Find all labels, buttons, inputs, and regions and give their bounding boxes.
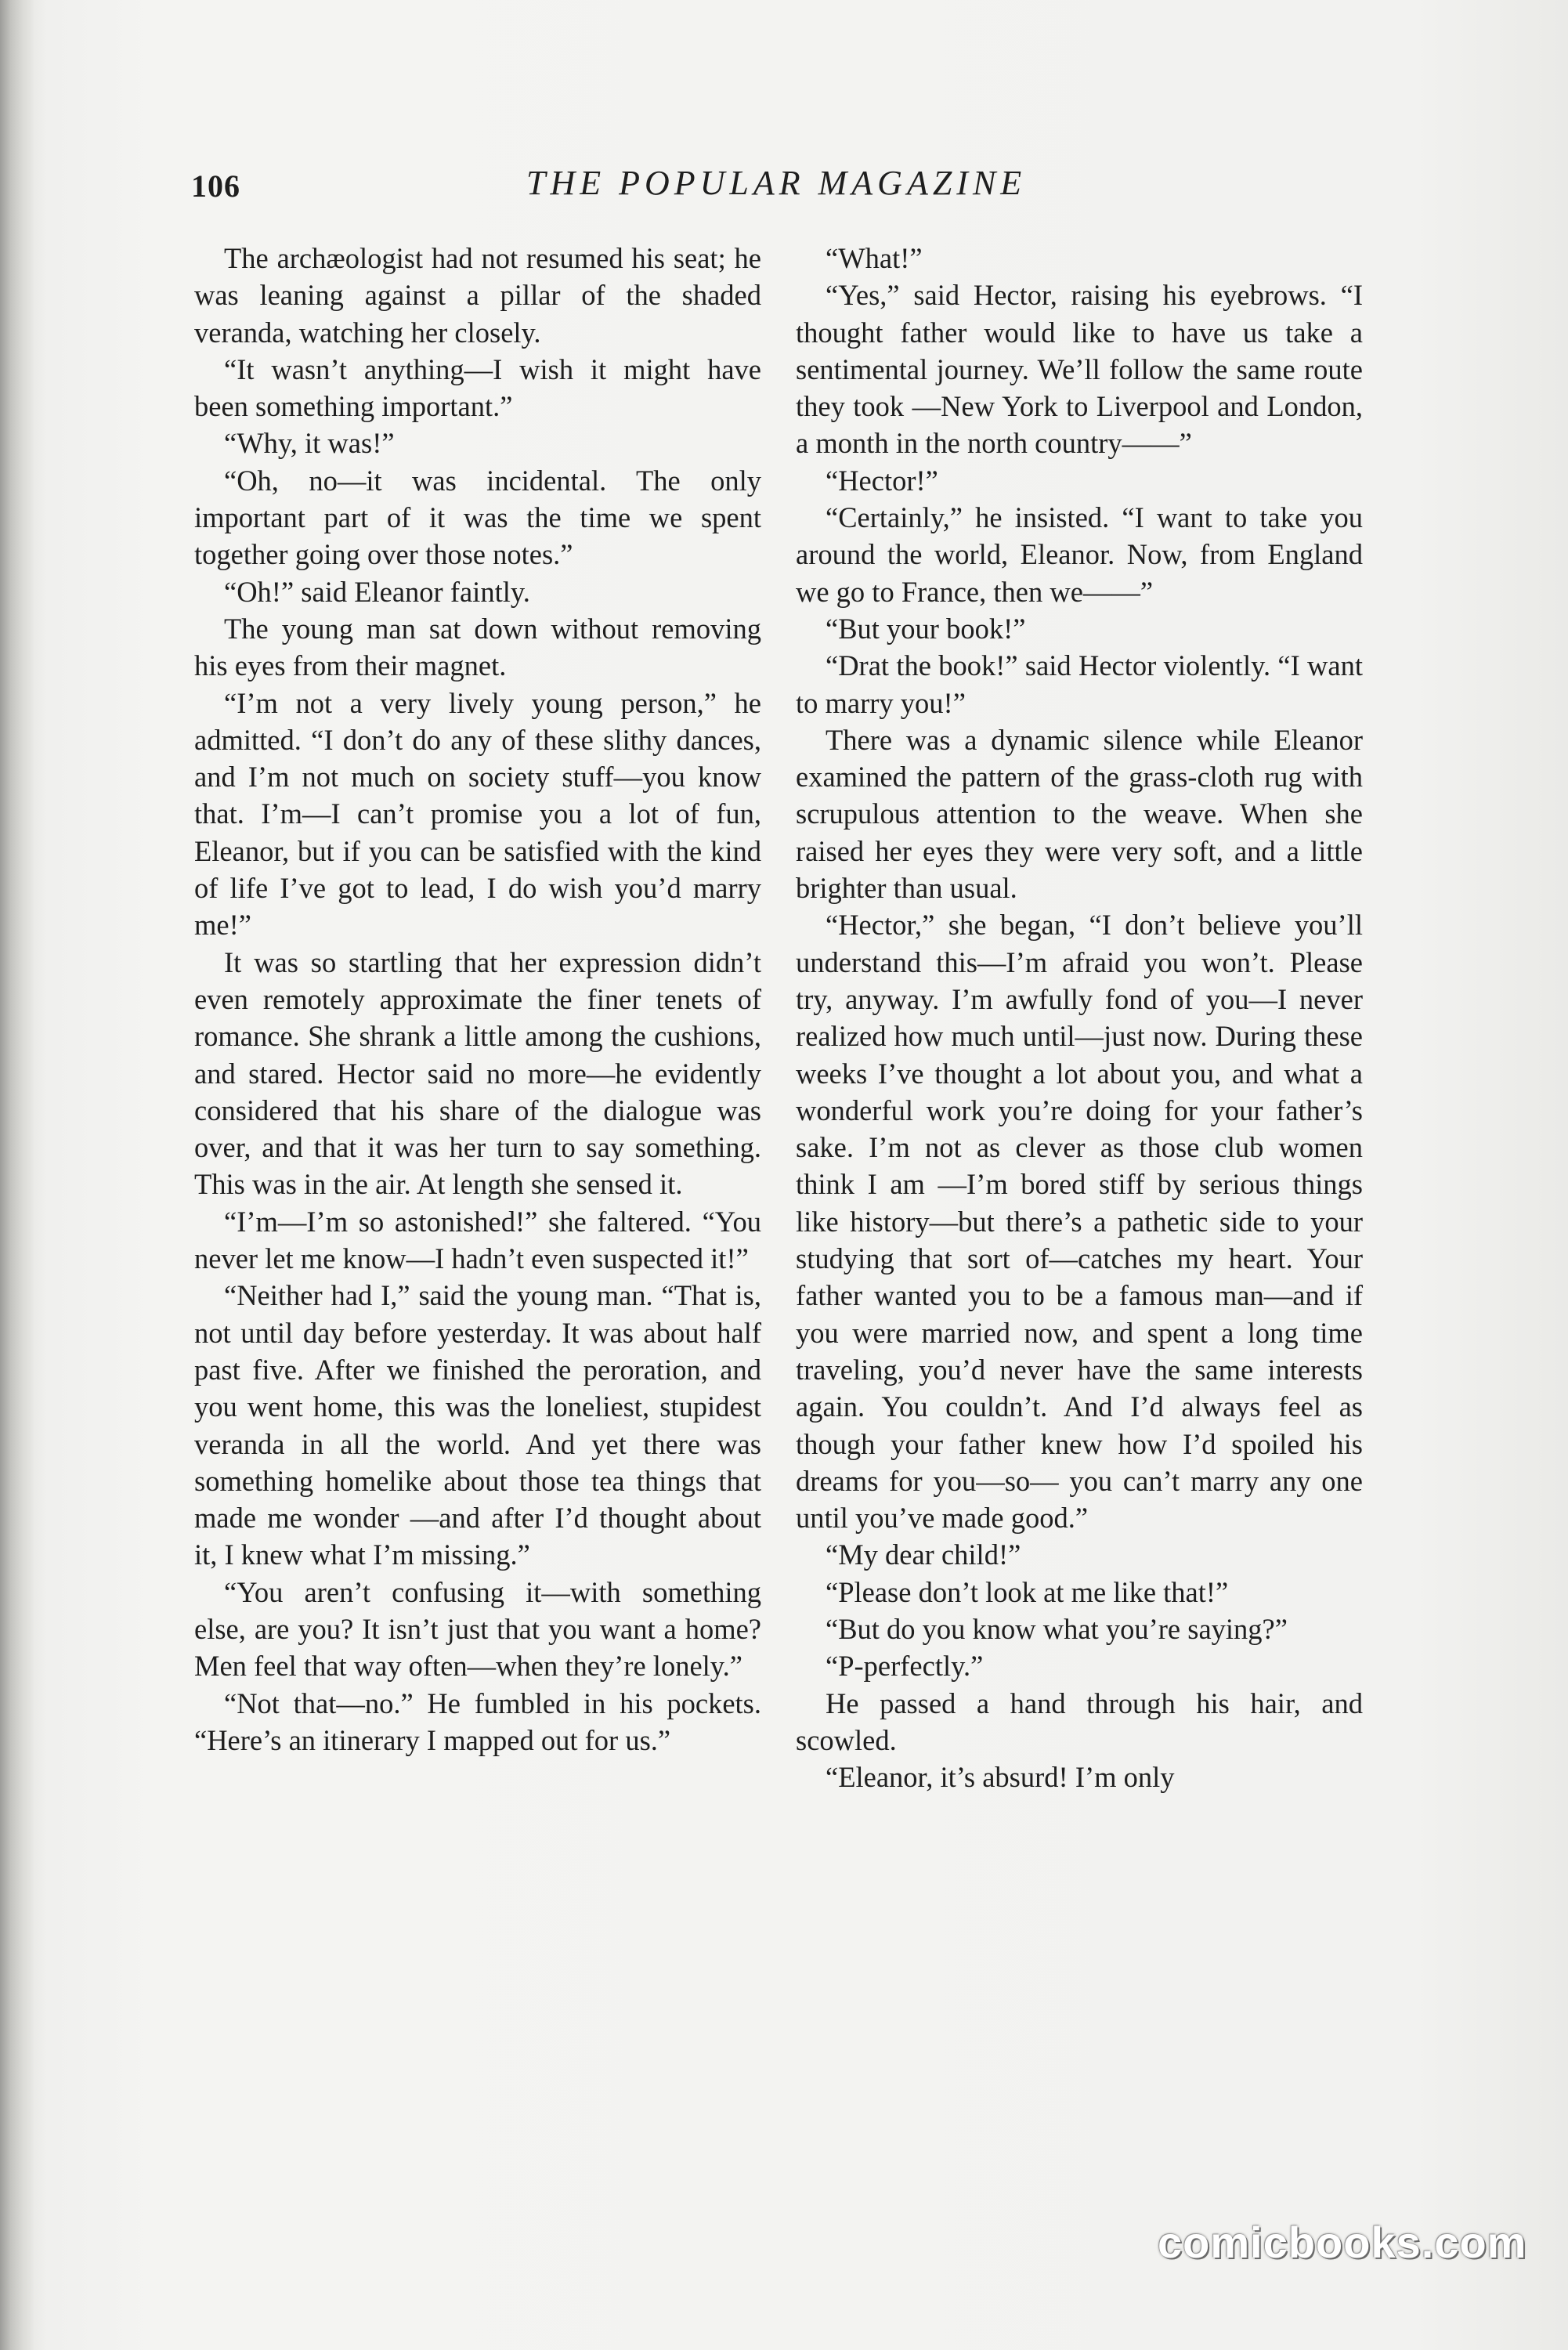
paragraph: “I’m—I’m so astonished!” she faltered. “You never let me know—I hadn’t even suspected it!” [194, 1205, 761, 1275]
magazine-title: THE POPULAR MAGAZINE [526, 164, 1027, 202]
paragraph: “Eleanor, it’s absurd! I’m only [826, 1761, 1175, 1794]
page-header [191, 164, 1366, 215]
paragraph: It was so startling that her expression didn’t even remotely approximate the finer tenets of romance. She shrank a little among the cushions, and stared. Hector said no more—he evidently considered that his share of the dialogue was over, and that it was her turn to say something. This was in the air. At length she sensed it. [194, 945, 761, 1201]
paragraph: “Hector,” she began, “I don’t believe you’ll understand this—I’m afraid you won’t. Please try, anyway. I’m awfully fond of you—I never realized how much until—just now. During these weeks I’ve thought a lot about you, and what a wonderful work you’re doing for your father’s sake. I’m not as clever as those club women think I am —I’m bored stiff by serious things like history—but there’s a pathetic side to your studying that sort of—catches my heart. Your father wanted you to be a famous man—and if you were married now, and spent a long time traveling, you’d never have the same interests again. You couldn’t. And I’d always feel as though your father knew how I’d spoiled his dreams for you—so— you can’t marry any one until you’ve made good.” [796, 909, 1363, 1535]
page-number: 106 [191, 168, 240, 204]
paragraph: “Hector!” [826, 464, 938, 497]
right-text-column [796, 240, 1363, 1795]
paragraph: “But do you know what you’re saying?” [826, 1612, 1288, 1645]
paragraph: “Yes,” said Hector, raising his eyebrows. “I thought father would like to have us take a sentimental journey. We’ll follow the same route they took —New York to Liverpool and London, a month in the north country——” [796, 279, 1363, 460]
paragraph: “Certainly,” he insisted. “I want to take you around the world, Eleanor. Now, from England we go to France, then we——” [796, 501, 1363, 608]
paragraph: The archæologist had not resumed his seat; he was leaning against a pillar of the shaded veranda, watching her closely. [194, 242, 761, 349]
paragraph: “Not that—no.” He fumbled in his pockets. “Here’s an itinerary I mapped out for us.” [194, 1687, 761, 1756]
paragraph: “But your book!” [826, 612, 1026, 645]
paragraph: “Oh, no—it was incidental. The only important part of it was the time we spent together going over those notes.” [194, 464, 761, 571]
paragraph: He passed a hand through his hair, and scowled. [796, 1687, 1363, 1756]
site-watermark-logo: comicbooks.com [1158, 2218, 1527, 2267]
paragraph: “What!” [826, 242, 923, 274]
paragraph: The young man sat down without removing his eyes from their magnet. [194, 612, 761, 682]
page-spine-edge [0, 0, 34, 2350]
paragraph: “Oh!” said Eleanor faintly. [224, 575, 530, 608]
paragraph: There was a dynamic silence while Eleanor examined the pattern of the grass-cloth rug with scrupulous attention to the weave. When she raised her eyes they were very soft, and a little brighter than usual. [796, 723, 1363, 905]
paragraph: “I’m not a very lively young person,” he admitted. “I don’t do any of these slithy dances, and I’m not much on society stuff—you know that. I’m—I can’t promise you a lot of fun, Eleanor, but if you can be satisfied with the kind of life I’ve got to lead, I do wish you’d marry me!” [194, 686, 761, 942]
left-text-column [194, 240, 761, 1759]
paragraph: “Neither had I,” said the young man. “That is, not until day before yesterday. It was about half past five. After we finished the peroration, and you went home, this was the loneliest, stupidest veranda in all the world. And yet there was something homelike about those tea things that made me wonder —and after I’d thought about it, I knew what I’m missing.” [194, 1279, 761, 1571]
paragraph: “It wasn’t anything—I wish it might have been something important.” [194, 352, 761, 423]
paragraph: “P-perfectly.” [826, 1650, 984, 1683]
paragraph: “Drat the book!” said Hector violently. “I want to marry you!” [796, 649, 1363, 719]
paragraph: “You aren’t confusing it—with something else, are you? It isn’t just that you want a home? Men feel that way often—when they’re lonely.” [194, 1575, 761, 1683]
paragraph: “Please don’t look at me like that!” [826, 1575, 1229, 1608]
paragraph: “Why, it was!” [224, 427, 395, 460]
paragraph: “My dear child!” [826, 1538, 1021, 1571]
